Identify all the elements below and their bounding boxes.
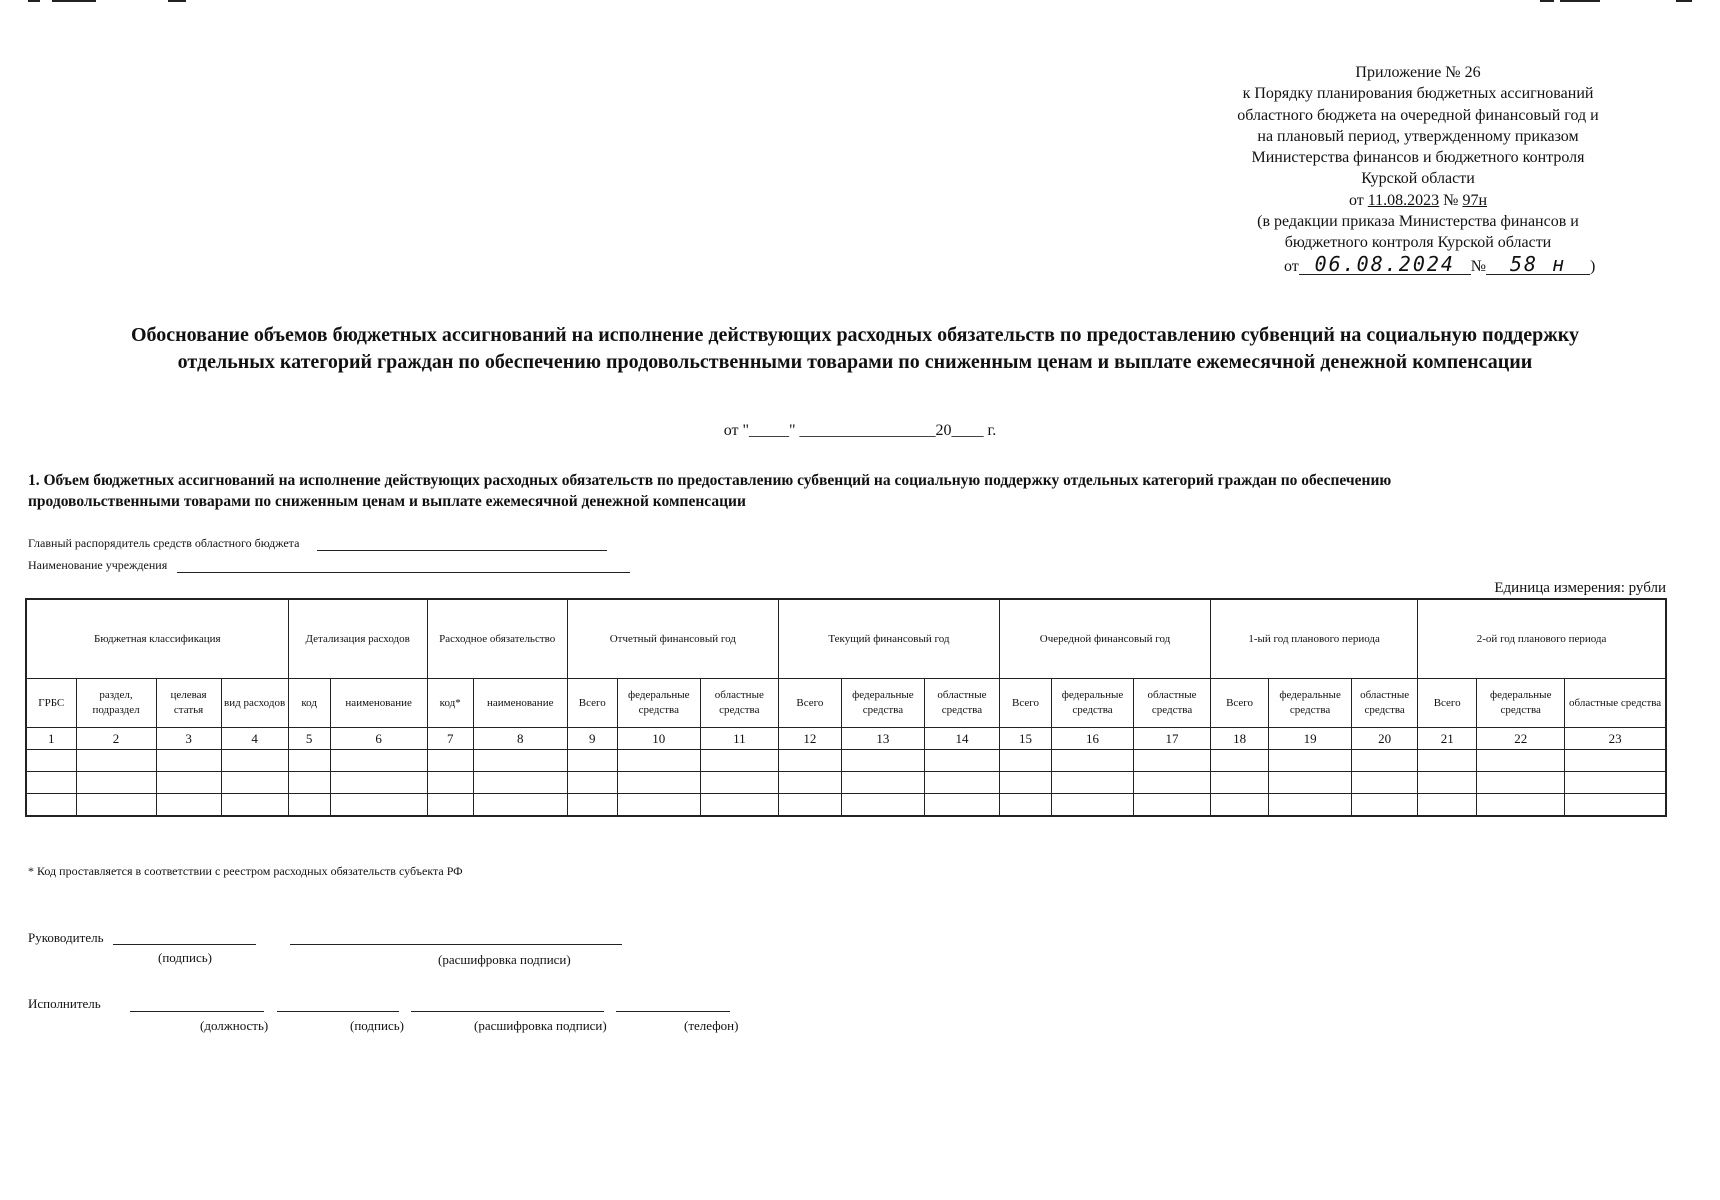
column-number: 3: [156, 728, 221, 750]
scan-mark: [28, 0, 40, 2]
table-cell[interactable]: [567, 772, 617, 794]
table-cell[interactable]: [221, 772, 288, 794]
table-cell[interactable]: [473, 750, 567, 772]
order-number: 97н: [1462, 191, 1487, 209]
footnote: * Код проставляется в соответствии с реестром расходных обязательств субъекта РФ: [28, 864, 463, 878]
table-cell[interactable]: [288, 772, 330, 794]
column-number: 9: [567, 728, 617, 750]
column-number: 11: [700, 728, 778, 750]
col-detail-name: наименование: [330, 679, 427, 728]
executor-caption-signature: (подпись): [350, 1018, 404, 1033]
table-cell[interactable]: [76, 750, 156, 772]
executor-label: Исполнитель: [28, 996, 101, 1011]
table-cell[interactable]: [1352, 750, 1418, 772]
col-obligation-code: код*: [427, 679, 473, 728]
section-line: продовольственными товарами по сниженным ценам и выплате ежемесячной денежной компенсации: [28, 493, 746, 510]
grbs-field: [28, 536, 607, 551]
table-cell[interactable]: [617, 772, 700, 794]
column-number: 17: [1134, 728, 1211, 750]
column-number: 12: [778, 728, 841, 750]
sub-header-row: [26, 679, 1666, 728]
appendix-line: Министерства финансов и бюджетного контроля: [1251, 149, 1585, 167]
order-reference: [1208, 190, 1628, 211]
table-cell[interactable]: [841, 772, 924, 794]
column-number: 6: [330, 728, 427, 750]
head-caption-signature: (подпись): [158, 950, 212, 965]
column-number: 10: [617, 728, 700, 750]
table-cell[interactable]: [1134, 794, 1211, 817]
table-cell[interactable]: [76, 794, 156, 817]
table-cell[interactable]: [567, 750, 617, 772]
column-number: 22: [1477, 728, 1565, 750]
table-cell[interactable]: [76, 772, 156, 794]
table-cell[interactable]: [1051, 772, 1133, 794]
executor-signature-line[interactable]: [277, 1011, 399, 1012]
appendix-line: к Порядку планирования бюджетных ассигнований: [1242, 85, 1594, 103]
executor-caption-position: (должность): [200, 1018, 269, 1033]
table-cell[interactable]: [778, 750, 841, 772]
group-current-year: Текущий финансовый год: [778, 599, 999, 679]
table-cell[interactable]: [26, 750, 76, 772]
column-number: 14: [924, 728, 999, 750]
group-next-year: Очередной финансовый год: [999, 599, 1210, 679]
edition-line: (в редакции приказа Министерства финансов и: [1257, 213, 1579, 231]
table-cell[interactable]: [1211, 794, 1269, 817]
title-line: Обоснование объемов бюджетных ассигнований на исполнение действующих расходных обязательств по предоставлению субвенций на социальную поддержку: [130, 324, 1580, 346]
table-cell[interactable]: [330, 772, 427, 794]
title-line: отдельных категорий граждан по обеспечению продовольственными товарами по сниженным ценам и выплате ежемесячной денежной компенсации: [177, 351, 1533, 373]
table-cell[interactable]: [1418, 750, 1477, 772]
edition-line: бюджетного контроля Курской области: [1284, 234, 1552, 252]
table-cell[interactable]: [1352, 772, 1418, 794]
table-cell[interactable]: [617, 794, 700, 817]
table-cell[interactable]: [1565, 772, 1666, 794]
column-number: 5: [288, 728, 330, 750]
column-number: 15: [999, 728, 1051, 750]
col-total: Всего: [778, 679, 841, 728]
institution-field: [28, 558, 630, 573]
column-number: 13: [841, 728, 924, 750]
col-section: раздел, подраздел: [76, 679, 156, 728]
edition-number-label: №: [1470, 257, 1487, 275]
section-line: 1. Объем бюджетных ассигнований на исполнение действующих расходных обязательств по предоставлению субвенций на социальную поддержку отдельных категорий граждан по обеспечению: [28, 472, 1392, 489]
head-label: Руководитель: [28, 930, 104, 945]
column-number: 20: [1352, 728, 1418, 750]
table-cell[interactable]: [473, 772, 567, 794]
table-cell[interactable]: [841, 794, 924, 817]
table-cell[interactable]: [1134, 750, 1211, 772]
executor-decode-line[interactable]: [411, 1011, 604, 1012]
table-cell[interactable]: [427, 750, 473, 772]
table-cell[interactable]: [924, 794, 999, 817]
section-heading: [28, 470, 1588, 512]
head-caption-decode: (расшифровка подписи): [438, 952, 571, 967]
unit-of-measure: Единица измерения: рубли: [1494, 580, 1666, 596]
table-cell[interactable]: [700, 794, 778, 817]
table-cell[interactable]: [330, 794, 427, 817]
edition-reference: [1208, 251, 1628, 278]
table-cell[interactable]: [617, 750, 700, 772]
handwritten-edition-number: 58 н: [1486, 254, 1590, 275]
table-cell[interactable]: [841, 750, 924, 772]
col-regional: областные средства: [1565, 679, 1666, 728]
table-cell[interactable]: [288, 750, 330, 772]
column-number: 7: [427, 728, 473, 750]
scan-mark: [52, 0, 96, 2]
col-target-item: целевая статья: [156, 679, 221, 728]
table-cell[interactable]: [1565, 750, 1666, 772]
table-cell[interactable]: [999, 794, 1051, 817]
col-federal: федеральные средства: [617, 679, 700, 728]
col-regional: областные средства: [700, 679, 778, 728]
table-cell[interactable]: [1352, 794, 1418, 817]
table-cell[interactable]: [999, 750, 1051, 772]
table-cell[interactable]: [924, 750, 999, 772]
order-prefix: от: [1348, 191, 1364, 209]
appendix-line: на плановый период, утвержденному приказом: [1257, 127, 1579, 145]
col-federal: федеральные средства: [1477, 679, 1565, 728]
order-date: 11.08.2023: [1367, 191, 1440, 209]
document-title: [30, 322, 1680, 376]
table-cell[interactable]: [288, 794, 330, 817]
table-cell[interactable]: [778, 772, 841, 794]
scan-mark: [1676, 0, 1692, 2]
table-cell[interactable]: [221, 794, 288, 817]
table-cell[interactable]: [156, 772, 221, 794]
group-plan-year-1: 1-ый год планового периода: [1211, 599, 1418, 679]
institution-input-line[interactable]: [177, 559, 630, 573]
grbs-label: Главный распорядитель средств областного бюджета: [28, 536, 300, 550]
table-cell[interactable]: [26, 794, 76, 817]
col-regional: областные средства: [1352, 679, 1418, 728]
column-number: 4: [221, 728, 288, 750]
table-cell[interactable]: [1418, 772, 1477, 794]
column-number: 19: [1269, 728, 1352, 750]
col-regional: областные средства: [1134, 679, 1211, 728]
column-number: 1: [26, 728, 76, 750]
table-cell[interactable]: [1477, 794, 1565, 817]
group-plan-year-2: 2-ой год планового периода: [1418, 599, 1666, 679]
table-cell[interactable]: [1477, 750, 1565, 772]
appendix-line: Курской области: [1361, 170, 1475, 188]
group-header-row: [26, 599, 1666, 679]
table-cell[interactable]: [156, 750, 221, 772]
table-cell[interactable]: [330, 750, 427, 772]
col-obligation-name: наименование: [473, 679, 567, 728]
col-federal: федеральные средства: [1269, 679, 1352, 728]
scan-mark: [1560, 0, 1600, 2]
table-cell[interactable]: [427, 772, 473, 794]
table-cell[interactable]: [156, 794, 221, 817]
col-total: Всего: [1211, 679, 1269, 728]
document-date-line: от "_____" _________________20____ г.: [723, 422, 997, 439]
col-grbs: ГРБС: [26, 679, 76, 728]
table-cell[interactable]: [1211, 750, 1269, 772]
table-cell[interactable]: [1269, 772, 1352, 794]
scan-mark: [168, 0, 186, 2]
col-regional: областные средства: [924, 679, 999, 728]
table-row: [26, 750, 1666, 772]
table-cell[interactable]: [1477, 772, 1565, 794]
appendix-number: Приложение № 26: [1355, 64, 1481, 81]
table-cell[interactable]: [1211, 772, 1269, 794]
group-expense-detail: Детализация расходов: [288, 599, 427, 679]
table-cell[interactable]: [1134, 772, 1211, 794]
edition-prefix: от: [1284, 257, 1299, 275]
table-cell[interactable]: [1051, 750, 1133, 772]
table-cell[interactable]: [924, 772, 999, 794]
col-expense-type: вид расходов: [221, 679, 288, 728]
order-number-label: №: [1443, 191, 1459, 209]
group-budget-classification: Бюджетная классификация: [26, 599, 288, 679]
executor-phone-line[interactable]: [616, 1011, 730, 1012]
group-reporting-year: Отчетный финансовый год: [567, 599, 778, 679]
executor-caption-decode: (расшифровка подписи): [474, 1018, 607, 1033]
executor-caption-phone: (телефон): [684, 1018, 739, 1033]
table-cell[interactable]: [700, 750, 778, 772]
column-number-row: [26, 728, 1666, 750]
table-cell[interactable]: [26, 772, 76, 794]
col-federal: федеральные средства: [841, 679, 924, 728]
column-number: 21: [1418, 728, 1477, 750]
table-cell[interactable]: [999, 772, 1051, 794]
table-cell[interactable]: [1051, 794, 1133, 817]
budget-table: [25, 598, 1667, 817]
column-number: 16: [1051, 728, 1133, 750]
table-row: [26, 794, 1666, 817]
head-signature-line[interactable]: [113, 944, 256, 945]
table-cell[interactable]: [1418, 794, 1477, 817]
table-cell[interactable]: [778, 794, 841, 817]
appendix-line: областного бюджета на очередной финансовый год и: [1237, 106, 1599, 124]
col-total: Всего: [1418, 679, 1477, 728]
table-cell[interactable]: [700, 772, 778, 794]
col-detail-code: код: [288, 679, 330, 728]
column-number: 2: [76, 728, 156, 750]
grbs-input-line[interactable]: [317, 537, 607, 551]
table-cell[interactable]: [473, 794, 567, 817]
table-cell[interactable]: [427, 794, 473, 817]
table-cell[interactable]: [567, 794, 617, 817]
handwritten-edition-date: 06.08.2024: [1299, 254, 1471, 275]
appendix-header: [1208, 62, 1628, 278]
executor-position-line[interactable]: [130, 1011, 264, 1012]
column-number: 23: [1565, 728, 1666, 750]
edition-close: ): [1590, 257, 1596, 275]
col-federal: федеральные средства: [1051, 679, 1133, 728]
group-expense-obligation: Расходное обязательство: [427, 599, 567, 679]
table-cell[interactable]: [1269, 794, 1352, 817]
table-row: [26, 772, 1666, 794]
col-total: Всего: [567, 679, 617, 728]
institution-label: Наименование учреждения: [28, 558, 168, 572]
scan-mark: [1540, 0, 1554, 2]
col-total: Всего: [999, 679, 1051, 728]
table-cell[interactable]: [1565, 794, 1666, 817]
table-cell[interactable]: [1269, 750, 1352, 772]
column-number: 18: [1211, 728, 1269, 750]
head-decode-line[interactable]: [290, 944, 622, 945]
table-cell[interactable]: [221, 750, 288, 772]
column-number: 8: [473, 728, 567, 750]
